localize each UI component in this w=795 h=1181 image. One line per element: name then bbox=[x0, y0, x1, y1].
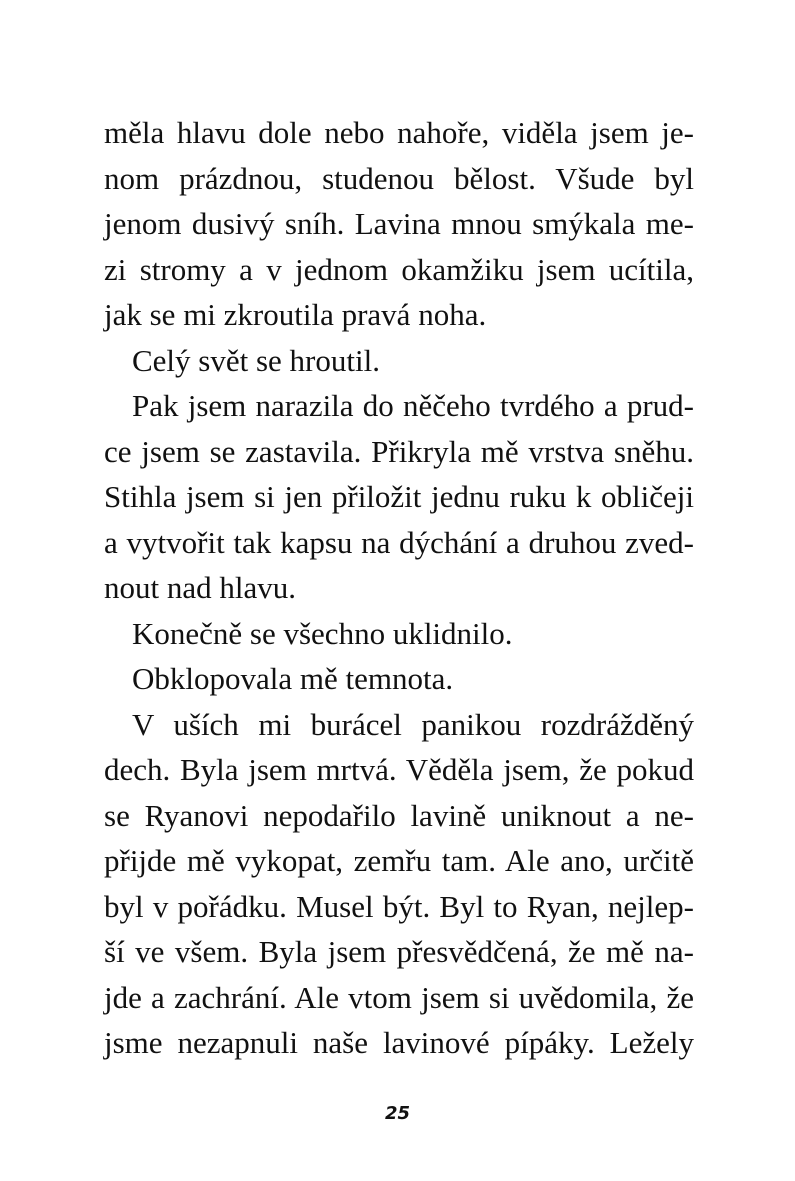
text-line: se Ryanovi nepodařilo lavině uniknout a ne- bbox=[104, 797, 694, 833]
text-line: nom prázdnou, studenou bělost. Všude byl bbox=[104, 160, 694, 196]
text-line: nout nad hlavu. bbox=[104, 570, 296, 605]
text-line: jde a zachrání. Ale vtom jsem si uvědomila, že bbox=[104, 979, 694, 1015]
text-line: jsme nezapnuli naše lavinové pípáky. Ležely bbox=[104, 1025, 694, 1060]
text-line: a vytvořit tak kapsu na dýchání a druhou zved- bbox=[104, 524, 694, 560]
text-line: jak se mi zkroutila pravá noha. bbox=[104, 297, 487, 332]
text-line: ší ve všem. Byla jsem přesvědčená, že mě na- bbox=[104, 934, 694, 969]
text-line: Celý svět se hroutil. bbox=[132, 342, 380, 378]
text-line: přijde mě vykopat, zemřu tam. Ale ano, určitě bbox=[104, 843, 694, 878]
text-line: dech. Byla jsem mrtvá. Věděla jsem, že pokud bbox=[104, 752, 694, 787]
body-text bbox=[104, 110, 694, 1066]
text-line: byl v pořádku. Musel být. Byl to Ryan, nejlep- bbox=[104, 888, 694, 924]
text-line: jenom dusivý sníh. Lavina mnou smýkala me- bbox=[104, 206, 694, 241]
text-line: Konečně se všechno uklidnilo. bbox=[132, 615, 513, 651]
text-line: Stihla jsem si jen přiložit jednu ruku k obličeji bbox=[104, 479, 694, 514]
text-line: zi stromy a v jednom okamžiku jsem ucítila, bbox=[104, 251, 694, 287]
text-line: V uších mi burácel panikou rozdrážděný bbox=[132, 706, 694, 742]
page-number: 25 bbox=[384, 1103, 411, 1124]
text-line: ce jsem se zastavila. Přikryla mě vrstva sněhu. bbox=[104, 433, 694, 469]
text-line: Obklopovala mě temnota. bbox=[132, 661, 454, 696]
text-line: Pak jsem narazila do něčeho tvrdého a prud- bbox=[132, 388, 694, 423]
text-line: měla hlavu dole nebo nahoře, viděla jsem je- bbox=[104, 115, 694, 150]
